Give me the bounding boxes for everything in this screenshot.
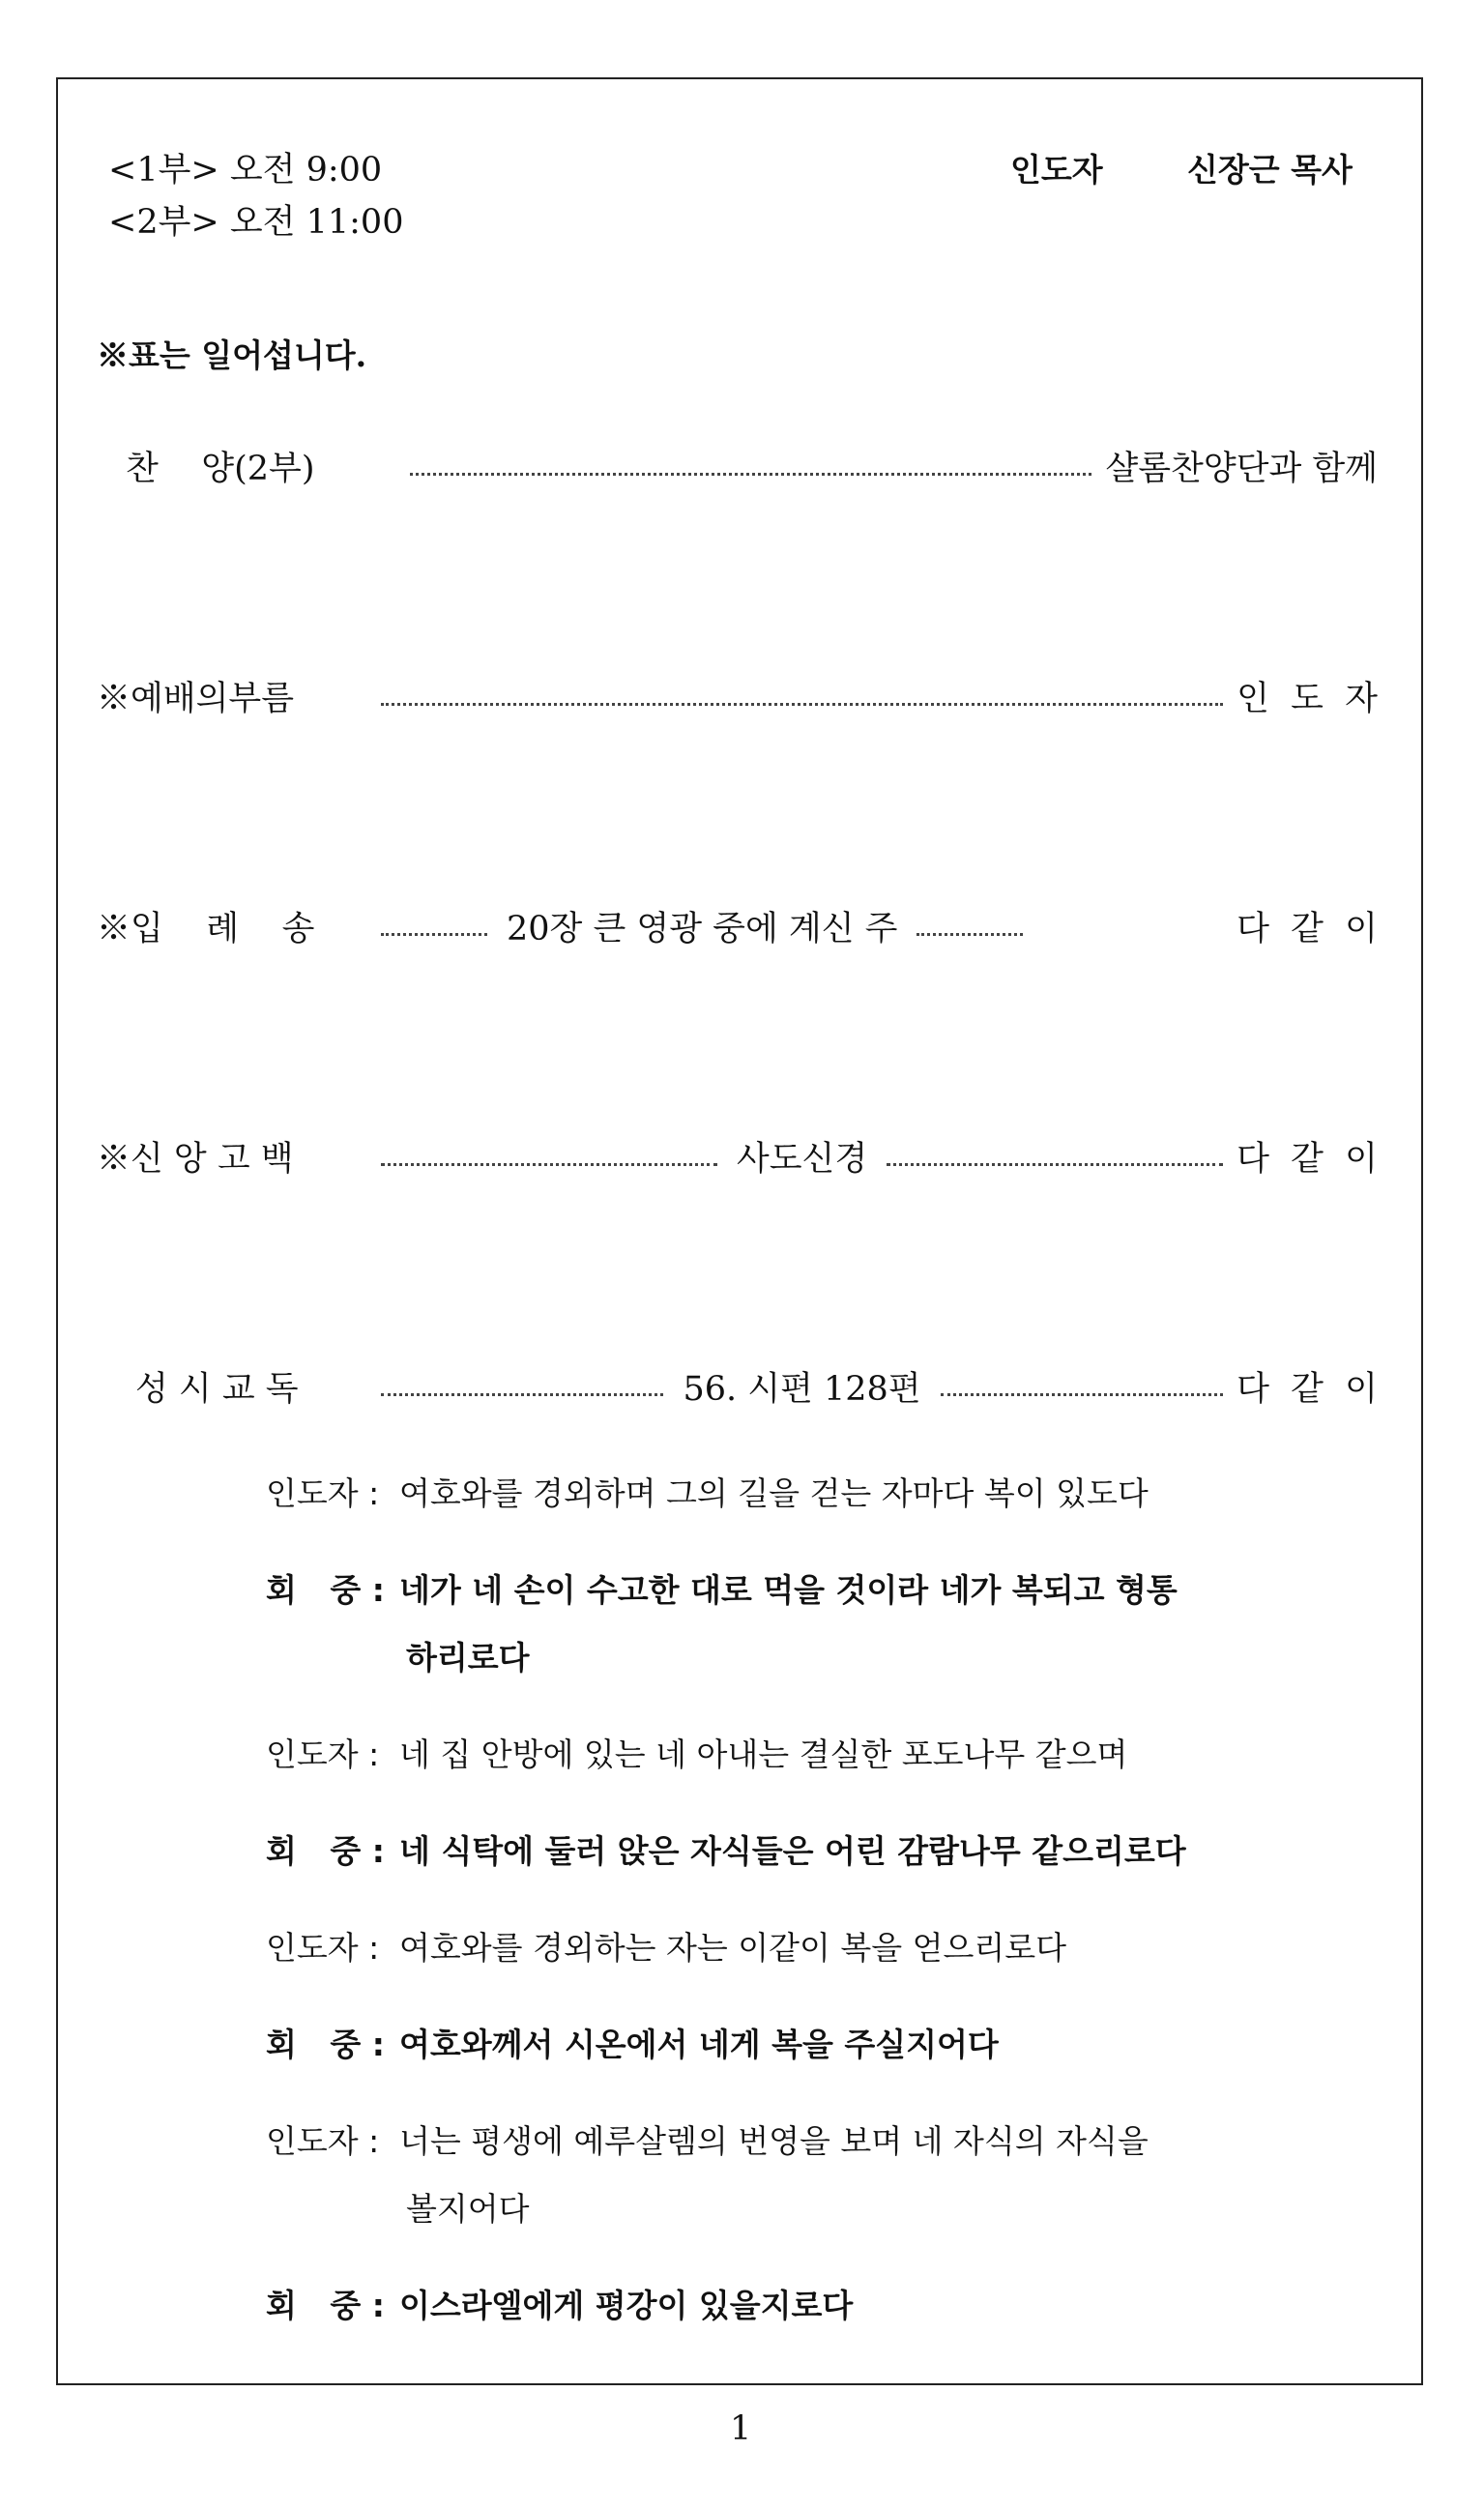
reading-speaker: 회 중 :: [266, 1571, 385, 1609]
reading-speaker: 회 중 :: [266, 2026, 385, 2063]
leader-label: 인도자: [1010, 151, 1103, 189]
reading-line: [266, 1557, 1310, 1692]
order-performer: 다 같 이: [1237, 910, 1378, 948]
order-performer: 샬롬찬양단과 함께: [1105, 450, 1378, 488]
order-performer: 다 같 이: [1237, 1370, 1378, 1409]
order-item-creed: [97, 1127, 1378, 1185]
reading-speaker: 회 중 :: [266, 2287, 385, 2324]
order-label: ※신 앙 고 백: [97, 1140, 294, 1179]
reading-speaker: 회 중 :: [266, 1832, 385, 1870]
leader-dots: [381, 703, 1223, 706]
reading-text: 이스라엘에게 평강이 있을지로다: [399, 2287, 854, 2324]
order-label: ※예배의부름: [97, 680, 295, 718]
reading-line: [266, 1460, 1310, 1528]
reading-text-continued: 하리로다: [406, 1639, 530, 1677]
reading-line: [266, 2108, 1310, 2243]
standing-note: ※표는 일어섭니다.: [97, 336, 367, 374]
page-number: 1: [730, 2409, 752, 2448]
order-content: 사도신경: [736, 1140, 868, 1179]
order-content: 56. 시편 128편: [683, 1370, 921, 1409]
order-label: ※입 례 송: [97, 910, 315, 948]
order-label: 성 시 교 독: [135, 1370, 299, 1409]
reading-text: 네 식탁에 둘러 앉은 자식들은 어린 감람나무 같으리로다: [399, 1832, 1186, 1870]
leader-dots: [381, 1163, 717, 1166]
reading-text: 너는 평생에 예루살렘의 번영을 보며 네 자식의 자식을: [399, 2122, 1149, 2160]
leader-name: 신장근 목사: [1187, 151, 1353, 189]
order-item-responsive-reading: [97, 1357, 1378, 1415]
order-item-praise: [97, 437, 1378, 495]
reading-line: [266, 1818, 1310, 1885]
reading-line: [266, 1914, 1310, 1982]
reading-text: 여호와를 경외하는 자는 이같이 복을 얻으리로다: [399, 1929, 1067, 1967]
reading-text: 여호와를 경외하며 그의 길을 걷는 자마다 복이 있도다: [399, 1474, 1149, 1512]
order-performer: 인 도 자: [1237, 680, 1378, 718]
order-performer: 다 같 이: [1237, 1140, 1378, 1179]
reading-speaker: 인도자 :: [266, 1929, 380, 1967]
reading-line: [266, 2011, 1310, 2079]
reading-line: [266, 1721, 1310, 1789]
leader-dots: [381, 933, 487, 936]
reading-text: 네가 네 손이 수고한 대로 먹을 것이라 네가 복되고 형통: [399, 1571, 1178, 1609]
order-label: 찬 양(2부): [126, 450, 315, 488]
reading-speaker: 인도자 :: [266, 2122, 380, 2160]
reading-text: 여호와께서 시온에서 네게 복을 주실지어다: [399, 2026, 999, 2063]
reading-text-continued: 볼지어다: [406, 2190, 530, 2228]
leader-dots: [917, 933, 1023, 936]
reading-line: [266, 2272, 1310, 2340]
reading-speaker: 인도자 :: [266, 1736, 380, 1773]
reading-text: 네 집 안방에 있는 네 아내는 결실한 포도나무 같으며: [399, 1736, 1128, 1773]
leader-dots: [941, 1393, 1223, 1396]
service-time-2: <2부> 오전 11:00: [108, 203, 404, 242]
leader-dots: [887, 1163, 1223, 1166]
order-item-call-to-worship: [97, 667, 1378, 725]
leader-dots: [381, 1393, 663, 1396]
order-content: 20장 큰 영광 중에 계신 주: [507, 910, 898, 948]
reading-speaker: 인도자 :: [266, 1474, 380, 1512]
service-time-1: <1부> 오전 9:00: [108, 151, 383, 190]
leader-dots: [410, 473, 1091, 476]
order-item-processional: [97, 897, 1378, 955]
